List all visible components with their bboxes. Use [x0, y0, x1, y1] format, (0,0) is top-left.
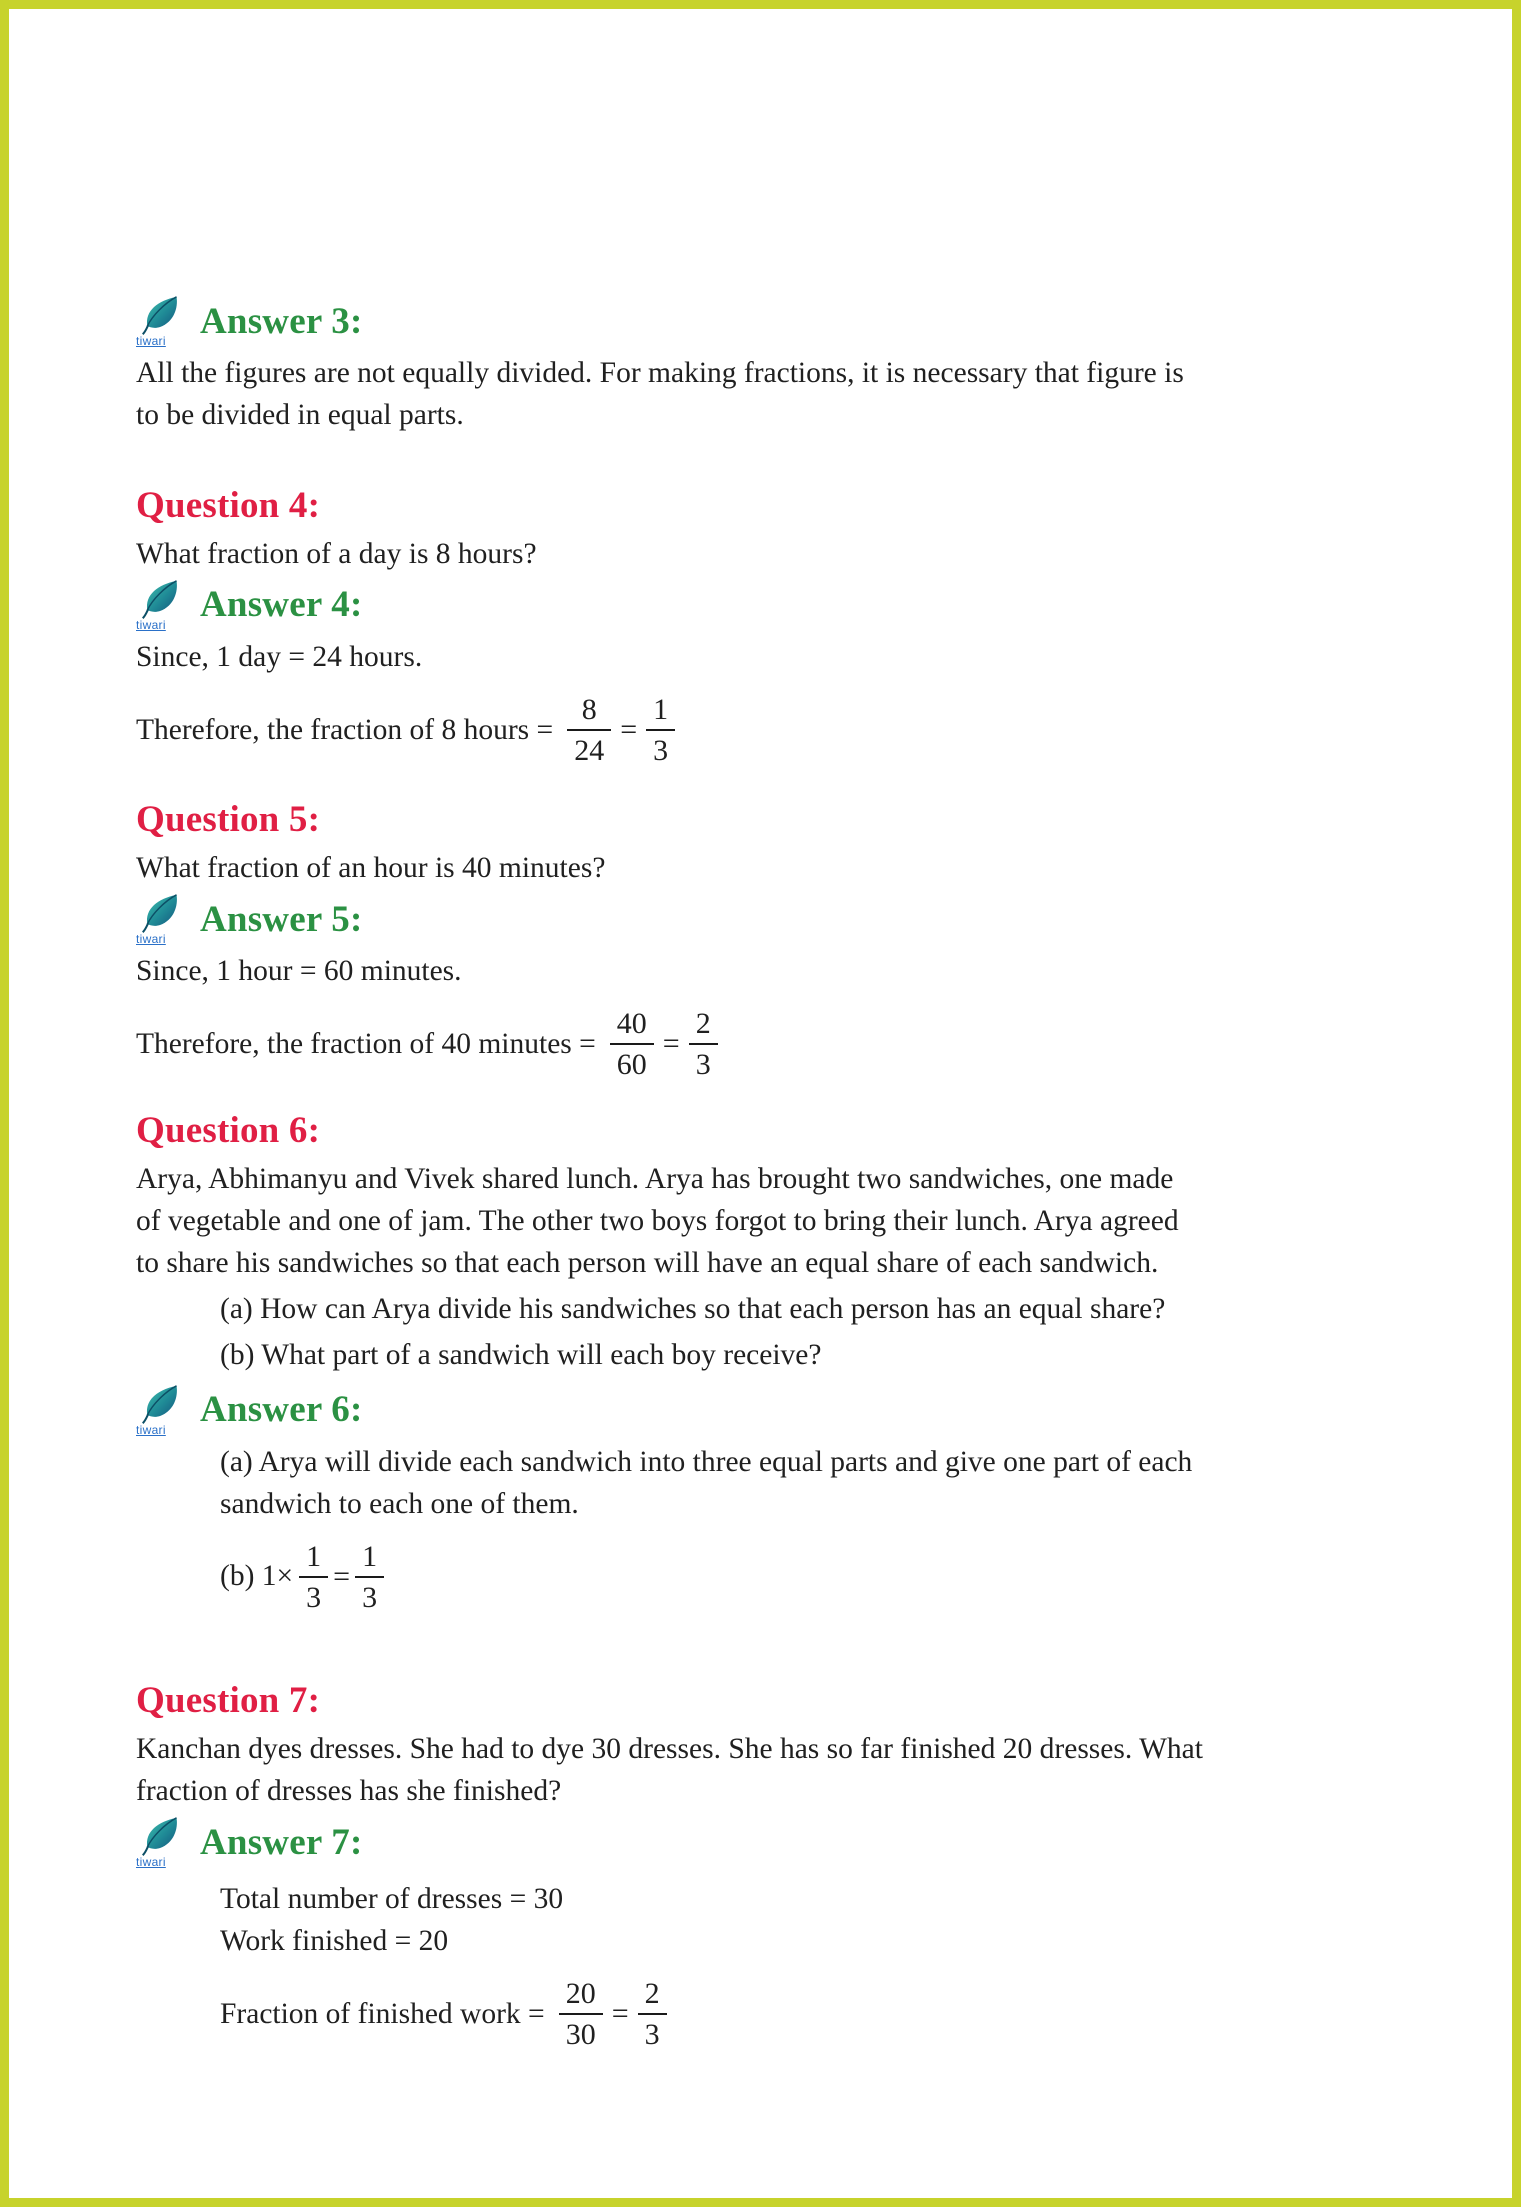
equals-sign: = — [611, 1997, 629, 2031]
tiwari-logo — [136, 1818, 192, 1868]
answer4-title: Answer 4: — [200, 584, 363, 626]
question6-text-line2: of vegetable and one of jam. The other two boys forgot to bring their lunch. Arya agreed — [136, 1204, 1179, 1237]
question6-item-b: (b) What part of a sandwich will each boy receive? — [220, 1338, 822, 1371]
fraction-2-3: $\frac{2}{3}$ — [689, 1006, 718, 1083]
question4-text: What fraction of a day is 8 hours? — [136, 537, 537, 570]
equals-sign: = — [662, 1027, 680, 1061]
tiwari-logo — [136, 1386, 192, 1436]
answer3-heading — [136, 297, 1422, 347]
formula-prefix: (b) 1× — [220, 1560, 294, 1593]
answer7-line1: Total number of dresses = 30 — [220, 1882, 564, 1915]
answer6-title: Answer 6: — [200, 1389, 363, 1431]
page-content — [9, 9, 1512, 2053]
fraction-1-3: $\frac{1}{3}$ — [299, 1539, 328, 1616]
fraction-2-3: $\frac{2}{3}$ — [638, 1976, 667, 2053]
answer6-item-a-line2: sandwich to each one of them. — [220, 1487, 579, 1520]
question5-title: Question 5: — [136, 799, 321, 841]
answer6-formula — [220, 1539, 1422, 1616]
answer5-title: Answer 5: — [200, 898, 363, 940]
fraction-40-60: $\frac{40}{60}$ — [610, 1006, 654, 1083]
fraction-20-30: $\frac{20}{30}$ — [559, 1976, 603, 2053]
answer7-line2: Work finished = 20 — [220, 1924, 449, 1957]
answer4-heading — [136, 581, 1422, 631]
leaf-icon — [138, 1384, 184, 1426]
formula-prefix: Fraction of finished work = — [220, 1997, 545, 2030]
question6-text-line1: Arya, Abhimanyu and Vivek shared lunch. Arya has brought two sandwiches, one made — [136, 1162, 1174, 1195]
answer5-formula — [136, 1006, 1422, 1083]
tiwari-logo-text: tiwari — [136, 334, 166, 348]
formula-prefix: Therefore, the fraction of 40 minutes = — [136, 1027, 596, 1060]
question6-item-a: (a) How can Arya divide his sandwiches so that each person has an equal share? — [220, 1292, 1166, 1325]
answer5-line1: Since, 1 hour = 60 minutes. — [136, 955, 462, 988]
question5-text: What fraction of an hour is 40 minutes? — [136, 852, 606, 885]
answer5-heading — [136, 895, 1422, 945]
answer6-item-a-line1: (a) Arya will divide each sandwich into three equal parts and give one part of each — [220, 1445, 1193, 1478]
answer4-formula — [136, 692, 1422, 769]
answer3-text-line2: to be divided in equal parts. — [136, 399, 464, 431]
fraction-8-24: $\frac{8}{24}$ — [567, 692, 611, 769]
answer7-heading — [136, 1818, 1422, 1868]
question6-title: Question 6: — [136, 1109, 321, 1151]
answer3-title: Answer 3: — [200, 300, 363, 342]
question4-title: Question 4: — [136, 485, 321, 526]
answer7-title: Answer 7: — [200, 1821, 363, 1863]
tiwari-logo — [136, 581, 192, 631]
equals-sign: = — [333, 1559, 351, 1593]
leaf-icon — [138, 295, 184, 337]
tiwari-logo — [136, 297, 192, 347]
tiwari-logo-text: tiwari — [136, 617, 166, 632]
equals-sign: = — [620, 713, 638, 747]
question6-text-line3: to share his sandwiches so that each person will have an equal share of each sandwich. — [136, 1246, 1159, 1279]
fraction-1-3: $\frac{1}{3}$ — [646, 692, 675, 769]
fraction-1-3: $\frac{1}{3}$ — [355, 1539, 384, 1616]
answer7-formula — [220, 1976, 1422, 2053]
leaf-icon — [138, 579, 184, 621]
question7-title: Question 7: — [136, 1680, 321, 1722]
leaf-icon — [138, 1816, 184, 1858]
question7-text-line1: Kanchan dyes dresses. She had to dye 30 dresses. She has so far finished 20 dresses. What — [136, 1732, 1203, 1765]
answer6-heading — [136, 1386, 1422, 1436]
tiwari-logo-text: tiwari — [136, 1854, 166, 1869]
question7-text-line2: fraction of dresses has she finished? — [136, 1774, 562, 1807]
tiwari-logo-text: tiwari — [136, 1422, 166, 1437]
leaf-icon — [138, 893, 184, 935]
answer4-line1: Since, 1 day = 24 hours. — [136, 640, 423, 673]
tiwari-logo-text: tiwari — [136, 932, 166, 947]
formula-prefix: Therefore, the fraction of 8 hours = — [136, 713, 554, 746]
answer3-text-line1: All the figures are not equally divided. For making fractions, it is necessary that figure is — [136, 357, 1184, 389]
tiwari-logo — [136, 895, 192, 945]
